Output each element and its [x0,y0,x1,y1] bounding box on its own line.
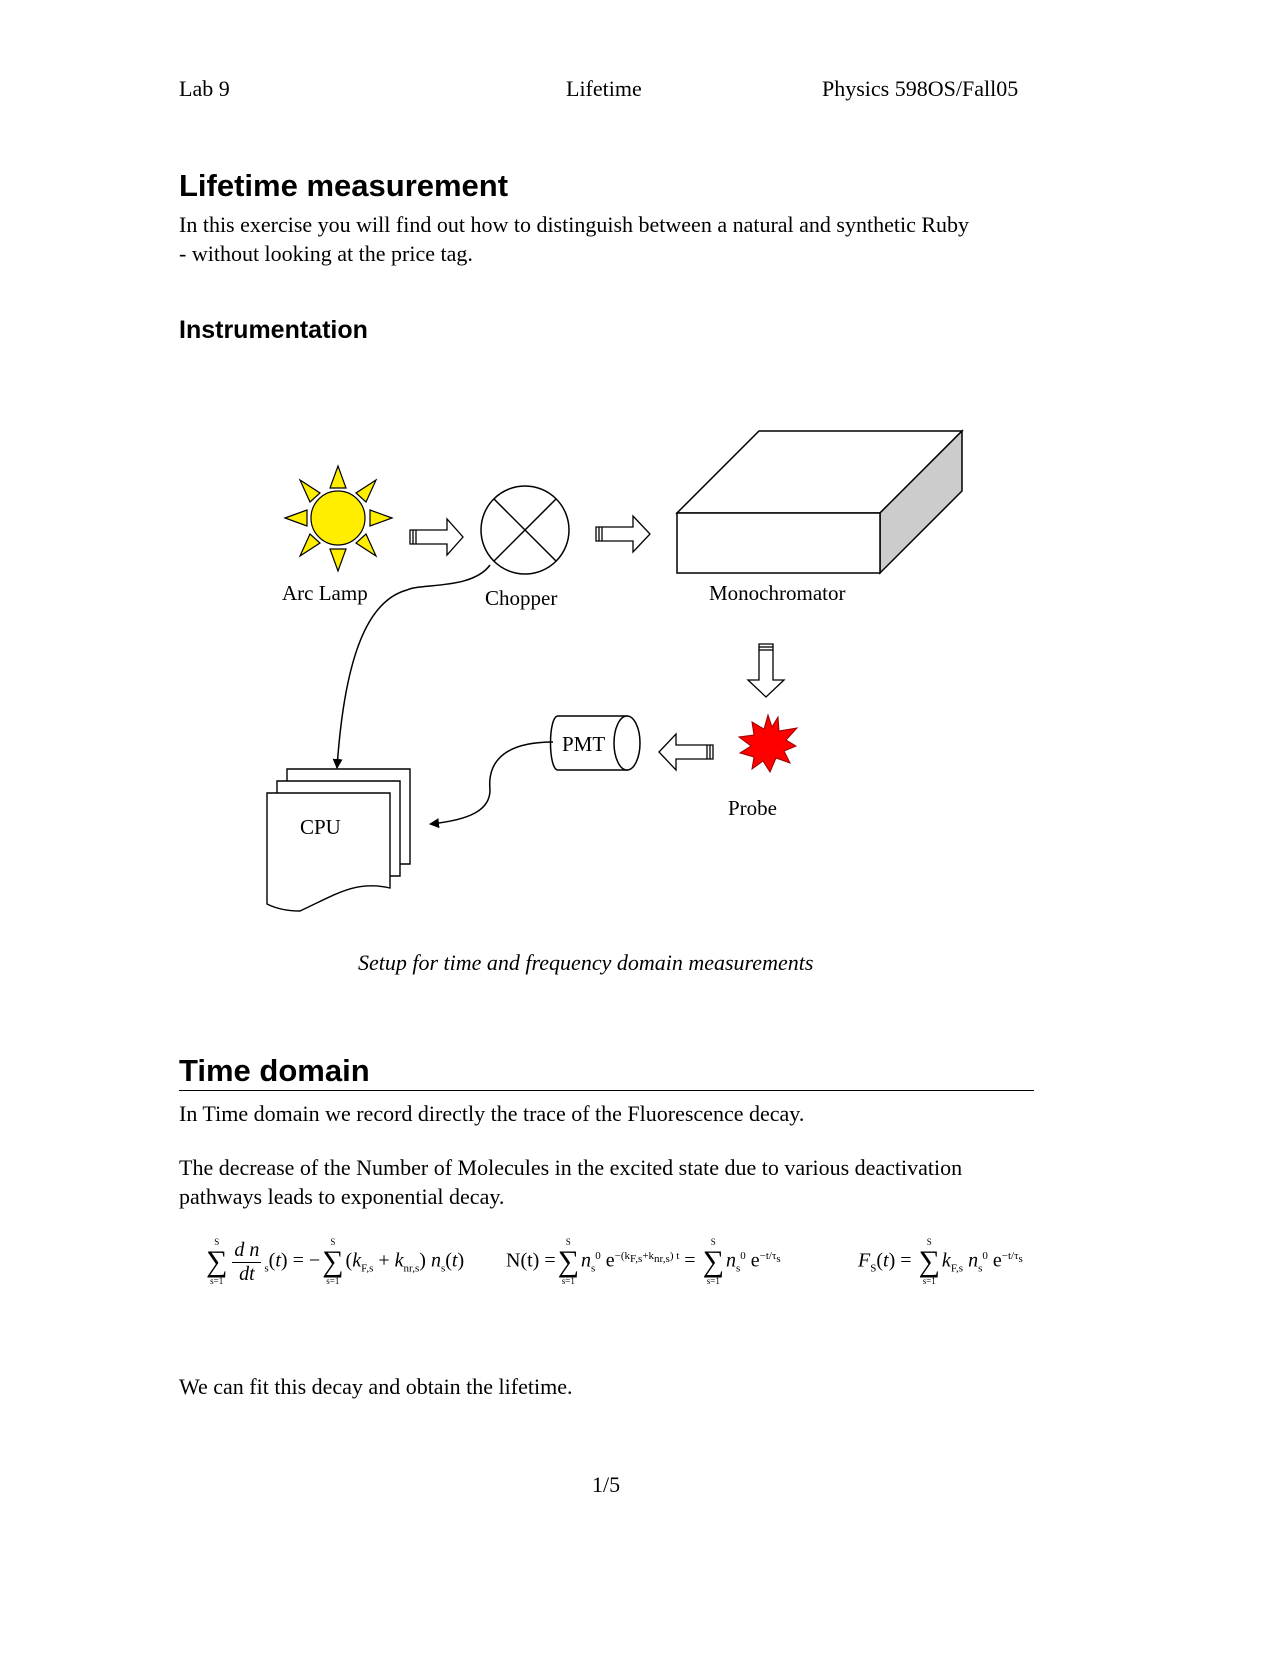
probe-icon [739,715,797,772]
pmt-label: PMT [562,732,606,756]
cpu-label: CPU [300,815,341,839]
monochromator-label: Monochromator [709,581,846,605]
paragraph-2-line-1: The decrease of the Number of Molecules in the excited state due to various deactivation [179,1155,963,1180]
cpu-icon [267,769,410,911]
section-rule [179,1090,1034,1091]
header-lab-number: Lab 9 [179,76,230,101]
arrow-monochromator-to-probe-icon [748,644,784,697]
pmt-to-cpu-connector [430,742,553,824]
sum-symbol: S ∑ s=1 [702,1237,724,1286]
equation-fluorescence: $F_S(t)$ = S ∑ s=1 $k_{F,s}$ $n_s^0$ $e^{-t/\tau_s}$ [858,1237,1023,1286]
chopper-icon [481,486,569,574]
arrow-chopper-to-monochromator-icon [596,516,650,552]
time-domain-heading: Time domain [179,1053,370,1088]
intro-line-1: In this exercise you will find out how to distinguish between a natural and synthetic Ruby [179,212,970,237]
sun-disc [311,491,365,545]
derivative-fraction: $\frac{\text{d n}}{dt}$ [234,1238,260,1285]
intro-line-2: - without looking at the price tag. [179,241,473,266]
monochromator-icon [677,431,962,573]
figure-caption: Setup for time and frequency domain measurements [358,950,814,975]
arc-lamp-icon [285,466,392,571]
header-course: Physics 598OS/Fall05 [822,76,1019,101]
equation-population: N(t) = S ∑ s=1 $n_s^0$ $e^{-(k_{F,s}+k_{nr,s}) t}$ = S ∑ s=1 $n_s^0$ $e^{-t/\tau_s}$ [506,1237,781,1286]
arrow-lamp-to-chopper-icon [410,519,463,555]
time-domain-paragraph-1: In Time domain we record directly the trace of the Fluorescence decay. [179,1101,805,1126]
arc-lamp-label: Arc Lamp [282,581,368,605]
arrow-probe-to-pmt-icon [659,734,713,770]
probe-label: Probe [728,796,777,820]
time-domain-paragraph-3: We can fit this decay and obtain the lifetime. [179,1374,573,1399]
paragraph-2-line-2: pathways leads to exponential decay. [179,1184,505,1209]
page-title: Lifetime measurement [179,168,509,203]
chopper-label: Chopper [485,586,558,610]
sum-symbol: S ∑ s=1 [918,1237,940,1286]
sum-symbol: S ∑ s=1 [206,1237,228,1286]
page-number: 1/5 [592,1472,621,1497]
sum-symbol: S ∑ s=1 [322,1237,344,1286]
instrumentation-heading: Instrumentation [179,316,368,344]
header-topic: Lifetime [566,76,642,101]
sum-symbol: S ∑ s=1 [557,1237,579,1286]
equation-rate: S ∑ s=1 $\frac{\text{d n}}{dt}$ $_s$(t) = − S ∑ s=1 $(k_{F,s} + k_{nr,s})$ $n_s(t)$ [206,1237,465,1286]
time-domain-paragraph-2 [179,1153,1089,1211]
